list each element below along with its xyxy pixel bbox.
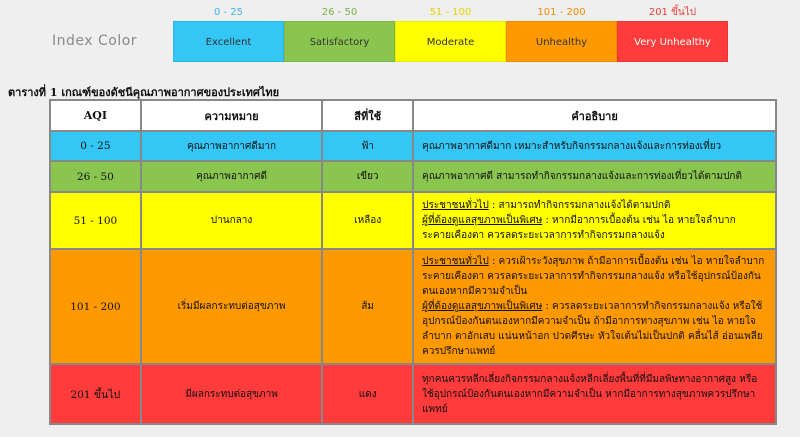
- aqi-color-name: เหลือง: [323, 193, 412, 248]
- header-color: สีที่ใช้: [323, 101, 412, 130]
- legend-range: 51 - 100: [429, 7, 472, 18]
- legend-swatch: Very Unhealthy: [617, 21, 728, 62]
- legend-range: 26 - 50: [321, 7, 358, 18]
- sensitive-group-text: : ควรลดระยะเวลาการทำกิจกรรมกลางแจ้ง หรือใช้อุปกรณ์ป้องกันตนเองหากมีความจำเป็น ถ้ามีอาการทางสุขภาพ เช่น ไอ หายใจลำบาก ตาอักเสบ แน่นหน้าอก ปวดศีรษะ หัวใจเต้นไม่เป็นปกติ คลื่นไส้ อ่อนเพลีย ควรปรึกษาแพทย์: [422, 301, 763, 357]
- table-row-excellent: [51, 132, 775, 160]
- aqi-meaning: คุณภาพอากาศดี: [142, 162, 322, 191]
- aqi-color-name: เขียว: [323, 162, 412, 191]
- aqi-description: คุณภาพอากาศดี สามารถทำกิจกรรมกลางแจ้งและการท่องเที่ยวได้ตามปกติ: [414, 162, 775, 191]
- legend-swatch: Moderate: [395, 21, 506, 62]
- legend-swatch: Excellent: [173, 21, 284, 62]
- aqi-meaning: เริ่มมีผลกระทบต่อสุขภาพ: [142, 250, 322, 363]
- aqi-color-name: ส้ม: [323, 250, 412, 363]
- header-aqi: AQI: [51, 101, 140, 130]
- legend-swatch: Satisfactory: [284, 21, 395, 62]
- table-header-row: [51, 101, 775, 130]
- aqi-range: 51 - 100: [51, 193, 140, 248]
- aqi-color-name: แดง: [323, 365, 412, 423]
- general-public-text: : สามารถทำกิจกรรมกลางแจ้งได้ตามปกติ: [488, 200, 671, 211]
- legend-item-moderate: [395, 5, 506, 62]
- sensitive-group-label: ผู้ที่ต้องดูแลสุขภาพเป็นพิเศษ: [422, 215, 543, 226]
- aqi-description: [414, 250, 775, 363]
- header-meaning: ความหมาย: [142, 101, 322, 130]
- general-public-text: : ควรเฝ้าระวังสุขภาพ ถ้ามีอาการเบื้องต้น เช่น ไอ หายใจลำบาก ระคายเคืองตา ควรลดระยะเวลาการทำกิจกรรมกลางแจ้ง หรือใช้อุปกรณ์ป้องกันตนเองหากมีความจำเป็น: [422, 256, 765, 297]
- sensitive-group-label: ผู้ที่ต้องดูแลสุขภาพเป็นพิเศษ: [422, 301, 543, 312]
- general-public-label: ประชาชนทั่วไป: [422, 256, 489, 267]
- legend-item-unhealthy: [506, 5, 617, 62]
- aqi-criteria-table: [49, 99, 777, 425]
- aqi-range: 201 ขึ้นไป: [51, 365, 140, 423]
- table-row-satisfactory: [51, 162, 775, 191]
- aqi-description: ทุกคนควรหลีกเลี่ยงกิจกรรมกลางแจ้งหลีกเลี่ยงพื้นที่ที่มีมลพิษทางอากาศสูง หรือใช้อุปกรณ์ป้องกันตนเองหากมีความจำเป็น หากมีอาการทางสุขภาพควรปรึกษาแพทย์: [414, 365, 775, 423]
- aqi-range: 26 - 50: [51, 162, 140, 191]
- aqi-color-name: ฟ้า: [323, 132, 412, 160]
- table-row-moderate: [51, 193, 775, 248]
- general-public-label: ประชาชนทั่วไป: [422, 200, 489, 211]
- sensitive-group-text: : หากมีอาการเบื้องต้น เช่น ไอ หายใจลำบาก ระคายเคืองตา ควรลดระยะเวลาการทำกิจกรรมกลางแจ้ง: [422, 215, 736, 241]
- table-row-unhealthy: [51, 250, 775, 363]
- aqi-meaning: ปานกลาง: [142, 193, 322, 248]
- table-row-very-unhealthy: [51, 365, 775, 423]
- legend-range: 0 - 25: [213, 7, 244, 18]
- aqi-description: [414, 193, 775, 248]
- legend-item-satisfactory: [284, 5, 395, 62]
- aqi-meaning: คุณภาพอากาศดีมาก: [142, 132, 322, 160]
- aqi-color-legend: [173, 5, 728, 62]
- aqi-meaning: มีผลกระทบต่อสุขภาพ: [142, 365, 322, 423]
- aqi-range: 101 - 200: [51, 250, 140, 363]
- legend-item-excellent: [173, 5, 284, 62]
- legend-swatch: Unhealthy: [506, 21, 617, 62]
- aqi-description: คุณภาพอากาศดีมาก เหมาะสำหรับกิจกรรมกลางแจ้งและการท่องเที่ยว: [414, 132, 775, 160]
- legend-range: 201 ขึ้นไป: [648, 7, 697, 18]
- aqi-range: 0 - 25: [51, 132, 140, 160]
- legend-range: 101 - 200: [537, 7, 586, 18]
- legend-item-very-unhealthy: [617, 5, 728, 62]
- table-caption: ตารางที่ 1 เกณฑ์ของดัชนีคุณภาพอากาศของประเทศไทย: [8, 86, 280, 99]
- legend-title: Index Color: [52, 33, 138, 49]
- header-description: คำอธิบาย: [414, 101, 775, 130]
